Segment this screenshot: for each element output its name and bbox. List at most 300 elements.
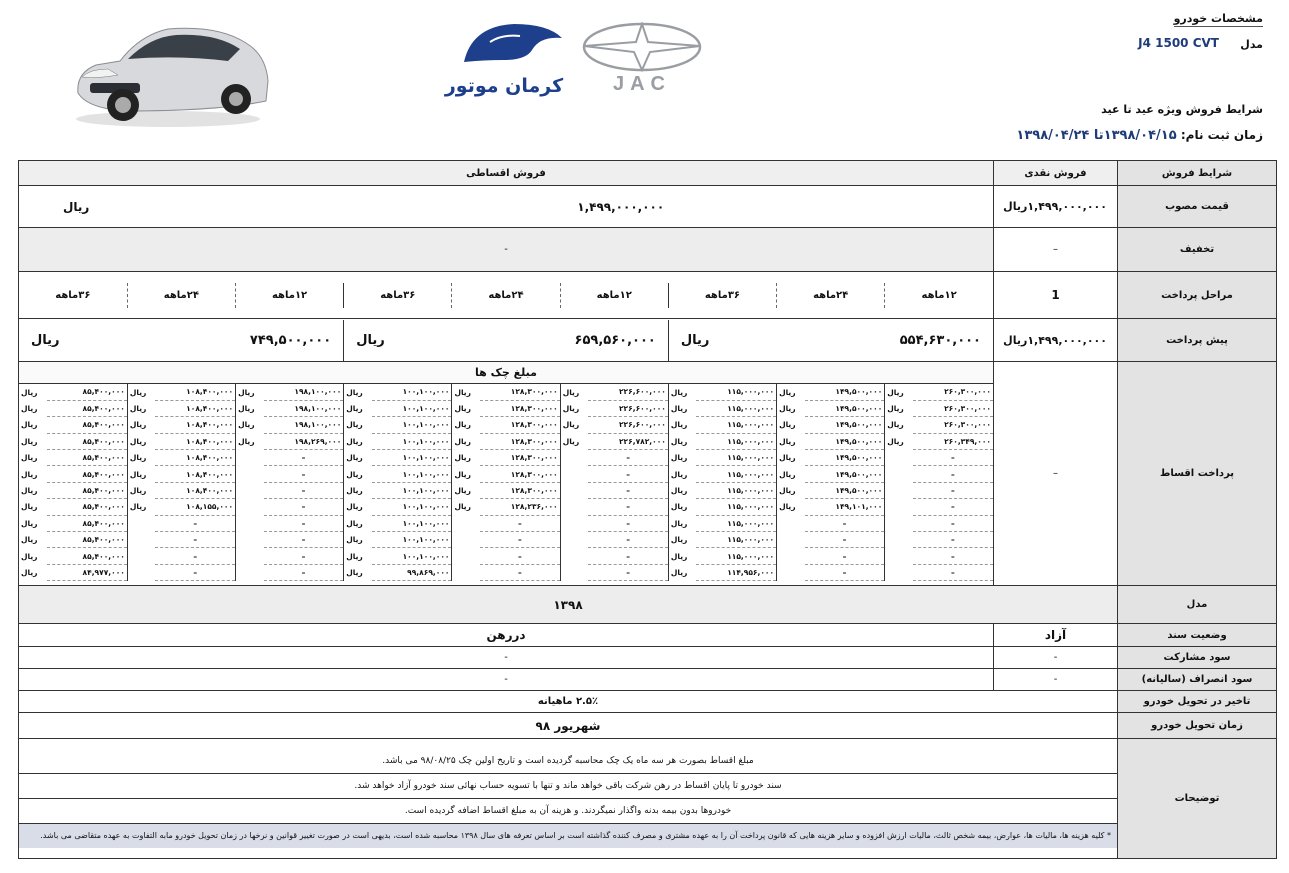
check-amount: –	[913, 466, 993, 482]
check-amount: ۱۲۸,۲۳۶,۰۰۰	[480, 499, 560, 515]
check-amount: ۱۱۵,۰۰۰,۰۰۰	[696, 384, 776, 400]
check-amount: ۱۲۸,۳۰۰,۰۰۰	[480, 417, 560, 433]
check-currency: ریال	[560, 417, 588, 433]
period-1: ۱۲ماهه	[885, 283, 993, 308]
check-amount: –	[155, 564, 235, 580]
checks-row	[19, 417, 993, 433]
check-currency: ریال	[777, 466, 805, 482]
label-installments: پرداخت اقساط	[1118, 362, 1277, 586]
header	[0, 0, 1289, 160]
check-currency	[560, 564, 588, 580]
check-amount: ۸۵,۴۰۰,۰۰۰	[47, 466, 127, 482]
checks-row	[19, 450, 993, 466]
label-model: مدل	[1118, 586, 1277, 624]
check-amount: ۸۵,۴۰۰,۰۰۰	[47, 515, 127, 531]
check-amount: –	[913, 450, 993, 466]
check-currency: ریال	[236, 433, 264, 449]
check-currency: ریال	[668, 400, 696, 416]
check-amount: –	[588, 482, 668, 498]
delivery-time: شهریور ۹۸	[19, 713, 1118, 739]
delivery-time-row	[19, 713, 1277, 739]
prepayment-plan-3: ۷۴۹,۵۰۰,۰۰۰	[249, 332, 332, 348]
cash-installments: –	[994, 362, 1118, 586]
label-approved-price: قیمت مصوب	[1118, 186, 1277, 228]
check-amount: ۱۲۸,۳۰۰,۰۰۰	[480, 384, 560, 400]
check-currency	[236, 532, 264, 548]
cash-stages: 1	[994, 272, 1118, 319]
partnership-row	[19, 647, 1277, 669]
check-currency: ریال	[668, 482, 696, 498]
check-currency: ریال	[344, 433, 372, 449]
check-amount: ۱۲۸,۳۰۰,۰۰۰	[480, 466, 560, 482]
jac-logo	[580, 22, 704, 96]
checks-row	[19, 532, 993, 548]
currency: ریال	[356, 332, 385, 348]
check-currency: ریال	[668, 384, 696, 400]
period-4: ۱۲ماهه	[560, 283, 668, 308]
checks-row	[19, 515, 993, 531]
check-currency: ریال	[452, 466, 480, 482]
label-prepayment: پیش پرداخت	[1118, 319, 1277, 362]
label-cancel-profit: سود انصراف (سالیانه)	[1118, 669, 1277, 691]
label-notes: توضیحات	[1118, 739, 1277, 859]
check-amount: –	[805, 532, 885, 548]
check-amount: ۲۶۰,۳۰۰,۰۰۰	[913, 400, 993, 416]
check-amount: ۸۵,۴۰۰,۰۰۰	[47, 499, 127, 515]
discount-row	[19, 228, 1277, 272]
check-currency	[127, 548, 155, 564]
delivery-delay-row	[19, 691, 1277, 713]
check-amount: ۱۱۵,۰۰۰,۰۰۰	[696, 417, 776, 433]
check-amount: ۱۰۰,۱۰۰,۰۰۰	[372, 482, 452, 498]
header-row	[19, 161, 1277, 186]
check-amount: ۱۱۵,۰۰۰,۰۰۰	[696, 450, 776, 466]
note-2: سند خودرو تا پایان اقساط در رهن شرکت باقی خواهد ماند و تنها با تسویه حساب نهائی سند خودرو آزاد خواهد شد.	[19, 774, 1117, 799]
prepayment-plan-1: ۵۵۴,۶۳۰,۰۰۰	[899, 332, 981, 348]
check-amount: ۸۵,۴۰۰,۰۰۰	[47, 532, 127, 548]
check-currency	[885, 515, 913, 531]
check-amount: ۹۹,۸۶۹,۰۰۰	[372, 564, 452, 580]
check-amount: ۱۱۵,۰۰۰,۰۰۰	[696, 548, 776, 564]
installment-prepayments	[19, 320, 993, 361]
check-amount: ۱۰۸,۴۰۰,۰۰۰	[155, 384, 235, 400]
check-amount: –	[264, 548, 344, 564]
check-currency	[885, 548, 913, 564]
check-currency	[127, 515, 155, 531]
check-amount: ۱۱۵,۰۰۰,۰۰۰	[696, 433, 776, 449]
check-amount: ۱۱۵,۰۰۰,۰۰۰	[696, 400, 776, 416]
check-amount: ۲۲۶,۶۰۰,۰۰۰	[588, 384, 668, 400]
period-2: ۲۴ماهه	[777, 283, 885, 308]
check-amount: ۱۰۸,۱۵۵,۰۰۰	[155, 499, 235, 515]
check-currency	[452, 564, 480, 580]
check-amount: ۱۰۸,۴۰۰,۰۰۰	[155, 466, 235, 482]
checks-table	[19, 384, 993, 581]
doc-status-row	[19, 624, 1277, 647]
checks-row	[19, 384, 993, 400]
check-currency: ریال	[885, 433, 913, 449]
check-currency: ریال	[21, 535, 38, 545]
check-currency	[236, 548, 264, 564]
check-currency	[236, 515, 264, 531]
check-amount: ۸۴,۹۷۷,۰۰۰	[47, 564, 127, 580]
check-amount: ۱۴۹,۵۰۰,۰۰۰	[805, 384, 885, 400]
check-currency	[452, 548, 480, 564]
checks-row	[19, 499, 993, 515]
check-amount: ۱۹۸,۱۰۰,۰۰۰	[264, 400, 344, 416]
car-image	[68, 15, 273, 130]
check-currency: ریال	[452, 384, 480, 400]
check-currency	[236, 450, 264, 466]
prepayment-row	[19, 319, 1277, 362]
check-currency	[127, 564, 155, 580]
check-currency: ریال	[344, 466, 372, 482]
payment-stages-row	[19, 272, 1277, 319]
check-amount: ۱۰۰,۱۰۰,۰۰۰	[372, 450, 452, 466]
check-currency: ریال	[344, 515, 372, 531]
check-amount: ۸۵,۴۰۰,۰۰۰	[47, 384, 127, 400]
period-3: ۳۶ماهه	[668, 283, 776, 308]
check-currency: ریال	[21, 469, 38, 479]
check-amount: ۱۰۰,۱۰۰,۰۰۰	[372, 515, 452, 531]
check-currency: ریال	[777, 499, 805, 515]
check-currency: ریال	[452, 417, 480, 433]
installment-sale-header: فروش اقساطی	[19, 161, 994, 186]
check-currency: ریال	[127, 384, 155, 400]
check-currency	[236, 466, 264, 482]
label-sale-terms: شرایط فروش	[1118, 161, 1277, 186]
price-table	[18, 160, 1277, 859]
check-currency	[560, 482, 588, 498]
installments-row	[19, 362, 1277, 586]
check-amount: ۱۹۸,۱۰۰,۰۰۰	[264, 384, 344, 400]
cash-discount: –	[994, 228, 1118, 272]
check-amount: –	[264, 564, 344, 580]
check-amount: –	[588, 515, 668, 531]
notes-cell	[19, 739, 1118, 859]
notes-row	[19, 739, 1277, 859]
checks-title: مبلغ چک ها	[19, 362, 993, 384]
check-currency: ریال	[344, 417, 372, 433]
installment-prepayments-cell	[19, 319, 994, 362]
installment-discount: -	[19, 228, 994, 272]
check-amount: –	[155, 532, 235, 548]
check-amount: ۱۰۰,۱۰۰,۰۰۰	[372, 499, 452, 515]
check-currency: ریال	[127, 417, 155, 433]
check-amount: –	[264, 466, 344, 482]
check-currency	[885, 499, 913, 515]
check-currency: ریال	[668, 417, 696, 433]
check-currency: ریال	[21, 387, 38, 397]
check-amount: ۱۹۸,۲۶۹,۰۰۰	[264, 433, 344, 449]
checks-row	[19, 548, 993, 564]
check-currency: ریال	[452, 433, 480, 449]
model-label: مدل	[1240, 38, 1263, 51]
checks-row	[19, 400, 993, 416]
check-currency	[560, 499, 588, 515]
check-currency: ریال	[560, 384, 588, 400]
check-amount: –	[913, 515, 993, 531]
jac-logo-text: JAC	[612, 73, 671, 95]
check-currency	[560, 450, 588, 466]
installment-cancel: -	[19, 669, 994, 691]
check-currency	[127, 532, 155, 548]
check-currency: ریال	[21, 567, 38, 577]
check-currency	[777, 548, 805, 564]
check-currency: ریال	[777, 417, 805, 433]
check-amount: ۱۰۸,۴۰۰,۰۰۰	[155, 482, 235, 498]
currency: ریال	[680, 332, 710, 348]
period-5: ۲۴ماهه	[452, 283, 560, 308]
check-currency: ریال	[452, 482, 480, 498]
model-value: J4 1500 CVT	[1138, 36, 1219, 50]
model-year: ۱۳۹۸	[19, 586, 1118, 624]
check-currency: ریال	[127, 400, 155, 416]
check-amount: –	[264, 450, 344, 466]
check-amount: –	[913, 532, 993, 548]
cancel-profit-row	[19, 669, 1277, 691]
period-6: ۳۶ماهه	[344, 283, 452, 308]
check-amount: –	[588, 466, 668, 482]
check-amount: –	[264, 532, 344, 548]
check-currency: ریال	[236, 417, 264, 433]
check-amount: ۲۲۶,۷۸۲,۰۰۰	[588, 433, 668, 449]
note-3: خودروها بدون بیمه بدنه واگذار نمیگردند. و هزینه آن به مبلغ اقساط اضافه گردیده است.	[19, 799, 1117, 824]
check-amount: –	[805, 548, 885, 564]
check-currency	[885, 532, 913, 548]
check-currency: ریال	[21, 436, 38, 446]
installment-doc-status: دررهن	[19, 624, 994, 647]
check-amount: ۱۰۰,۱۰۰,۰۰۰	[372, 548, 452, 564]
check-amount: –	[913, 564, 993, 580]
check-currency: ریال	[885, 400, 913, 416]
cash-cancel: -	[994, 669, 1118, 691]
check-amount: –	[913, 482, 993, 498]
installment-price: ۱,۴۹۹,۰۰۰,۰۰۰	[577, 199, 665, 214]
check-currency: ریال	[777, 482, 805, 498]
check-currency	[885, 466, 913, 482]
checks-row	[19, 433, 993, 449]
check-currency: ریال	[344, 482, 372, 498]
check-amount: ۸۵,۴۰۰,۰۰۰	[47, 548, 127, 564]
label-discount: تخفیف	[1118, 228, 1277, 272]
check-amount: –	[588, 450, 668, 466]
cash-sale-header: فروش نقدی	[994, 161, 1118, 186]
check-amount: –	[264, 515, 344, 531]
check-currency	[560, 548, 588, 564]
check-currency	[560, 515, 588, 531]
currency: ریال	[31, 332, 60, 348]
installments-cell	[19, 362, 994, 586]
check-currency	[452, 532, 480, 548]
currency: ریال	[1003, 200, 1028, 213]
checks-body	[19, 384, 993, 581]
sale-conditions-title: شرایط فروش ویژه عید تا عید	[1101, 103, 1263, 116]
check-currency: ریال	[777, 450, 805, 466]
label-delivery-time: زمان تحویل خودرو	[1118, 713, 1277, 739]
installment-periods-cell	[19, 272, 994, 319]
check-amount: ۱۰۰,۱۰۰,۰۰۰	[372, 532, 452, 548]
check-amount: ۱۴۹,۵۰۰,۰۰۰	[805, 417, 885, 433]
label-partnership-profit: سود مشارکت	[1118, 647, 1277, 669]
page-title: مشخصات خودرو	[1173, 12, 1263, 25]
check-amount: ۱۲۸,۳۰۰,۰۰۰	[480, 433, 560, 449]
price-row	[19, 186, 1277, 228]
cash-partnership: -	[994, 647, 1118, 669]
check-currency: ریال	[21, 518, 38, 528]
check-currency: ریال	[127, 499, 155, 515]
check-currency: ریال	[344, 548, 372, 564]
check-currency: ریال	[344, 450, 372, 466]
check-amount: –	[480, 515, 560, 531]
check-currency: ریال	[344, 564, 372, 580]
check-currency	[236, 564, 264, 580]
check-amount: ۱۰۸,۴۰۰,۰۰۰	[155, 450, 235, 466]
check-amount: –	[264, 482, 344, 498]
check-amount: –	[480, 564, 560, 580]
checks-row	[19, 466, 993, 482]
check-amount: –	[155, 515, 235, 531]
check-amount: ۱۰۸,۴۰۰,۰۰۰	[155, 400, 235, 416]
check-amount: ۱۰۰,۱۰۰,۰۰۰	[372, 400, 452, 416]
check-currency	[777, 515, 805, 531]
period-8: ۲۴ماهه	[127, 283, 235, 308]
check-amount: ۱۱۵,۰۰۰,۰۰۰	[696, 482, 776, 498]
check-currency: ریال	[452, 450, 480, 466]
check-currency: ریال	[560, 400, 588, 416]
check-currency: ریال	[21, 453, 38, 463]
jac-star-icon	[580, 22, 704, 72]
check-currency: ریال	[668, 466, 696, 482]
registration-label: زمان ثبت نام:	[1180, 128, 1263, 142]
check-amount: ۲۶۰,۳۰۰,۰۰۰	[913, 384, 993, 400]
check-currency: ریال	[885, 384, 913, 400]
label-delivery-delay: تاخیر در تحویل خودرو	[1118, 691, 1277, 713]
check-currency	[560, 466, 588, 482]
check-currency: ریال	[21, 502, 38, 512]
check-currency: ریال	[668, 450, 696, 466]
check-currency: ریال	[777, 433, 805, 449]
check-currency: ریال	[668, 564, 696, 580]
registration-dates: ۱۳۹۸/۰۴/۱۵تا ۱۳۹۸/۰۴/۲۴	[1016, 128, 1177, 143]
check-amount: ۱۰۸,۴۰۰,۰۰۰	[155, 417, 235, 433]
check-currency: ریال	[344, 400, 372, 416]
installment-partnership: -	[19, 647, 994, 669]
check-currency	[236, 482, 264, 498]
check-amount: ۱۰۰,۱۰۰,۰۰۰	[372, 384, 452, 400]
check-currency: ریال	[668, 548, 696, 564]
check-amount: ۱۰۰,۱۰۰,۰۰۰	[372, 466, 452, 482]
check-currency	[777, 532, 805, 548]
check-amount: ۸۵,۴۰۰,۰۰۰	[47, 417, 127, 433]
check-currency: ریال	[127, 482, 155, 498]
currency: ریال	[63, 199, 90, 214]
check-amount: ۸۵,۴۰۰,۰۰۰	[47, 400, 127, 416]
check-amount: ۱۲۸,۳۰۰,۰۰۰	[480, 450, 560, 466]
check-amount: –	[588, 564, 668, 580]
check-amount: ۱۱۵,۰۰۰,۰۰۰	[696, 499, 776, 515]
check-currency: ریال	[344, 532, 372, 548]
kerman-motor-logo-text: کرمان موتور	[444, 75, 564, 97]
check-currency: ریال	[127, 466, 155, 482]
check-amount: ۱۴۹,۵۰۰,۰۰۰	[805, 433, 885, 449]
check-amount: ۲۲۶,۶۰۰,۰۰۰	[588, 417, 668, 433]
check-currency: ریال	[344, 499, 372, 515]
cash-doc-status: آزاد	[994, 624, 1118, 647]
check-amount: ۲۲۶,۶۰۰,۰۰۰	[588, 400, 668, 416]
check-amount: ۱۱۵,۰۰۰,۰۰۰	[696, 532, 776, 548]
check-currency: ریال	[21, 486, 38, 496]
delivery-delay: ۲.۵٪ ماهیانه	[19, 691, 1118, 713]
check-currency	[885, 450, 913, 466]
label-payment-stages: مراحل پرداخت	[1118, 272, 1277, 319]
kerman-motor-logo	[444, 20, 564, 97]
check-amount: –	[913, 548, 993, 564]
check-currency: ریال	[21, 551, 38, 561]
check-amount: ۱۴۹,۵۰۰,۰۰۰	[805, 466, 885, 482]
check-amount: –	[155, 548, 235, 564]
check-amount: –	[805, 564, 885, 580]
check-currency: ریال	[236, 384, 264, 400]
check-amount: –	[588, 532, 668, 548]
period-7: ۱۲ماهه	[235, 283, 343, 308]
check-amount: –	[264, 499, 344, 515]
check-currency: ریال	[452, 400, 480, 416]
check-currency: ریال	[236, 400, 264, 416]
currency: ریال	[1003, 333, 1028, 347]
label-doc-status: وضعیت سند	[1118, 624, 1277, 647]
check-currency	[560, 532, 588, 548]
check-currency: ریال	[668, 515, 696, 531]
check-currency: ریال	[777, 384, 805, 400]
check-amount: –	[588, 548, 668, 564]
check-currency: ریال	[885, 417, 913, 433]
check-amount: ۲۶۰,۳۰۰,۰۰۰	[913, 417, 993, 433]
check-amount: ۱۰۰,۱۰۰,۰۰۰	[372, 417, 452, 433]
check-amount: –	[805, 515, 885, 531]
check-amount: ۱۹۸,۱۰۰,۰۰۰	[264, 417, 344, 433]
check-currency	[885, 564, 913, 580]
installment-periods	[19, 283, 993, 308]
check-currency	[236, 499, 264, 515]
check-amount: ۱۴۹,۵۰۰,۰۰۰	[805, 482, 885, 498]
check-amount: ۸۵,۴۰۰,۰۰۰	[47, 450, 127, 466]
check-amount: ۱۰۰,۱۰۰,۰۰۰	[372, 433, 452, 449]
check-amount: –	[480, 532, 560, 548]
check-amount: ۱۱۵,۰۰۰,۰۰۰	[696, 515, 776, 531]
check-amount: ۱۴۹,۱۰۱,۰۰۰	[805, 499, 885, 515]
check-amount: ۱۲۸,۳۰۰,۰۰۰	[480, 400, 560, 416]
check-currency: ریال	[21, 404, 38, 414]
check-currency: ریال	[668, 499, 696, 515]
fine-print: * کلیه هزینه ها، مالیات ها، عوارض، بیمه شخص ثالث، مالیات ارزش افزوده و سایر هزینه هایی که قانون پرداخت آن را به عهده مشتری و مصرف کننده گذاشته است بر اساس تعرفه های سال ۱۳۹۸ محاسبه شده است، بدیهی است در صورت تغییر قوانین و نرخها در زمان تحویل خودرو مابه التفاوت به عهده متقاضی می باشد.	[19, 824, 1117, 848]
check-currency: ریال	[127, 450, 155, 466]
check-amount: ۱۴۹,۵۰۰,۰۰۰	[805, 400, 885, 416]
check-amount: ۱۰۸,۴۰۰,۰۰۰	[155, 433, 235, 449]
check-amount: ۱۱۴,۹۵۶,۰۰۰	[696, 564, 776, 580]
check-amount: –	[480, 548, 560, 564]
check-currency	[777, 564, 805, 580]
check-currency: ریال	[452, 499, 480, 515]
check-currency	[452, 515, 480, 531]
check-amount: ۲۶۰,۳۴۹,۰۰۰	[913, 433, 993, 449]
cash-prepayment: ۱,۴۹۹,۰۰۰,۰۰۰	[1027, 333, 1107, 347]
check-amount: –	[913, 499, 993, 515]
check-amount: –	[588, 499, 668, 515]
note-1: مبلغ اقساط بصورت هر سه ماه یک چک محاسبه گردیده است و تاریخ اولین چک ۹۸/۰۸/۲۵ می باشد.	[19, 749, 1117, 774]
cash-price-cell	[994, 186, 1118, 228]
check-amount: ۱۱۵,۰۰۰,۰۰۰	[696, 466, 776, 482]
